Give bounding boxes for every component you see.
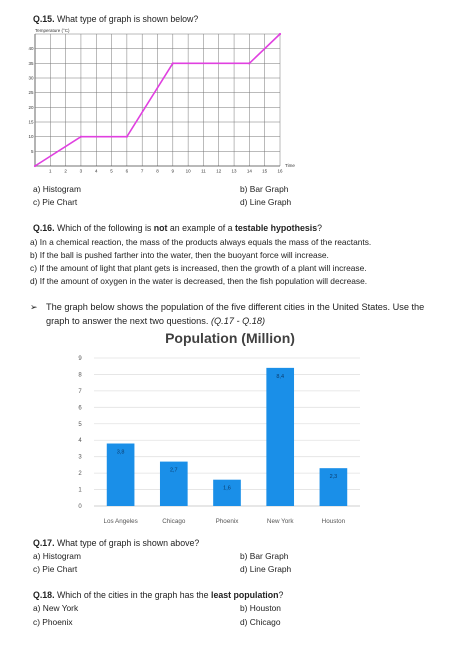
q16-question xyxy=(33,223,322,233)
q18-text-bold: least population xyxy=(211,590,279,600)
intro-line-1: The graph below shows the population of the five different cities in the United States. Use the xyxy=(46,302,425,312)
q17-text: What type of graph is shown above? xyxy=(56,538,200,548)
line-chart-xtick: 3 xyxy=(79,168,83,174)
line-chart-xtick: 15 xyxy=(262,168,268,174)
q18-option-b[interactable]: b) Houston xyxy=(240,603,281,613)
q17-question xyxy=(33,538,199,548)
line-chart-xtick: 16 xyxy=(277,168,283,174)
q17-option-a[interactable]: a) Histogram xyxy=(33,551,81,561)
bar-data-label: 8,4 xyxy=(276,373,285,380)
line-chart-ytick: 10 xyxy=(28,134,34,140)
q16-option-b[interactable]: b) If the ball is pushed farther into the water, then the buoyant force will increase. xyxy=(30,250,329,260)
bar-chart-yticks xyxy=(78,356,82,510)
bar-data-label: 2,3 xyxy=(329,474,338,481)
q18-text-after: ? xyxy=(278,590,284,600)
bar-chart-ytick: 4 xyxy=(78,438,82,445)
q15-question xyxy=(33,14,198,24)
q15-option-c[interactable]: c) Pie Chart xyxy=(33,197,78,207)
line-chart-ytick: 15 xyxy=(28,119,34,125)
line-chart-ytick: 40 xyxy=(28,46,34,52)
line-chart-xtick: 7 xyxy=(140,168,144,174)
q18-number: Q.18. xyxy=(33,590,55,600)
q18-question xyxy=(33,590,283,600)
line-chart-ytick: 35 xyxy=(28,60,34,66)
line-chart-xtick: 1 xyxy=(49,168,52,174)
intro-line-2 xyxy=(46,316,265,326)
line-chart-xtick: 8 xyxy=(156,168,159,174)
line-chart-xtick: 9 xyxy=(171,168,175,174)
line-chart-xtick: 4 xyxy=(94,168,98,174)
line-chart-xtick: 6 xyxy=(125,168,129,174)
line-chart-xtick: 2 xyxy=(64,168,67,174)
line-chart-yticks xyxy=(28,46,34,154)
line-chart-ytick: 25 xyxy=(28,90,34,96)
q16-number: Q.16. xyxy=(33,223,55,233)
bar-chart-category-label: Los Angeles xyxy=(103,518,138,525)
line-chart-xtick: 14 xyxy=(246,168,252,174)
line-chart-grid xyxy=(35,34,280,166)
q16-text-not: not xyxy=(153,223,168,233)
line-chart-xtick: 11 xyxy=(201,168,206,174)
q15-text: What type of graph is shown below? xyxy=(56,14,199,24)
bar-chart-ytick: 9 xyxy=(78,356,82,362)
line-chart-point xyxy=(279,33,281,35)
q16-text-after: ? xyxy=(317,223,322,233)
bar-chart-ytick: 6 xyxy=(78,405,82,412)
intro-line-2-text: graph to answer the next two questions. xyxy=(46,316,211,326)
q17-option-d[interactable]: d) Line Graph xyxy=(240,564,292,574)
population-bar-chart xyxy=(60,326,370,532)
q18-option-c[interactable]: c) Phoenix xyxy=(33,617,73,627)
line-chart-point xyxy=(172,62,174,64)
line-chart-xtick: 13 xyxy=(231,168,237,174)
bar-new-york xyxy=(266,368,294,506)
bar-chart-ytick: 2 xyxy=(78,471,82,478)
q18-option-d[interactable]: d) Chicago xyxy=(240,617,281,627)
bar-phoenix xyxy=(213,480,241,506)
q15-number: Q.15. xyxy=(33,14,55,24)
bar-chart-category-label: Phoenix xyxy=(215,518,239,525)
q15-option-a[interactable]: a) Histogram xyxy=(33,184,81,194)
q18-option-a[interactable]: a) New York xyxy=(33,603,79,613)
q17-option-c[interactable]: c) Pie Chart xyxy=(33,564,78,574)
bar-chart-ytick: 0 xyxy=(78,504,82,510)
q16-text-middle: an example of a xyxy=(167,223,235,233)
bar-chart-ytick: 7 xyxy=(78,388,82,395)
bar-chart-ytick: 1 xyxy=(78,487,82,494)
line-chart-xtick: 5 xyxy=(110,168,113,174)
q16-text-bold: testable hypothesis xyxy=(234,223,318,233)
bar-chart-categories xyxy=(103,518,345,525)
bar-chart-ytick: 3 xyxy=(78,454,82,461)
bar-chart-ytick: 5 xyxy=(78,421,82,428)
line-chart-point xyxy=(34,165,36,167)
bar-data-label: 2,7 xyxy=(169,467,178,474)
line-chart-ytick: 30 xyxy=(28,75,34,81)
intro-line-2-italic: (Q.17 - Q.18) xyxy=(210,316,266,326)
line-chart-xtick: 12 xyxy=(216,168,222,174)
line-chart-point xyxy=(248,62,250,64)
bar-chart-category-label: Chicago xyxy=(162,518,186,525)
line-chart-ytick: 20 xyxy=(28,104,34,110)
q16-option-d[interactable]: d) If the amount of oxygen in the water is decreased, then the fish population will decrease. xyxy=(30,276,368,286)
bar-data-label: 1,6 xyxy=(223,485,231,492)
q16-text-before: Which of the following is xyxy=(56,223,154,233)
q15-option-b[interactable]: b) Bar Graph xyxy=(240,184,289,194)
intro-bullet-icon: ➢ xyxy=(30,302,38,312)
line-chart-point xyxy=(126,136,128,138)
q17-option-b[interactable]: b) Bar Graph xyxy=(240,551,289,561)
line-chart-ylabel: Temperature (°C) xyxy=(35,28,70,33)
line-chart-ytick: 5 xyxy=(30,148,34,154)
bar-chart-ytick: 8 xyxy=(78,372,82,379)
line-chart-xticks xyxy=(49,169,283,174)
q16-option-a[interactable]: a) In a chemical reaction, the mass of the products always equals the mass of the reactants. xyxy=(30,237,372,247)
q16-option-c[interactable]: c) If the amount of light that plant gets is increased, then the growth of a plant will increase. xyxy=(30,263,367,273)
line-chart-xtick: 10 xyxy=(185,168,191,174)
q17-number: Q.17. xyxy=(33,538,55,548)
bar-chart-category-label: Houston xyxy=(321,518,346,525)
bar-chart-title: Population (Million) xyxy=(165,330,295,346)
bar-chart-data-labels xyxy=(117,374,337,492)
line-chart-xlabel: Time xyxy=(285,163,295,168)
bar-chart-category-label: New York xyxy=(266,518,294,525)
line-chart-point xyxy=(80,136,82,138)
bar-data-label: 3,8 xyxy=(116,449,125,456)
q18-text-before: Which of the cities in the graph has the xyxy=(56,590,212,600)
q15-option-d[interactable]: d) Line Graph xyxy=(240,197,292,207)
temperature-line-chart xyxy=(28,26,298,182)
